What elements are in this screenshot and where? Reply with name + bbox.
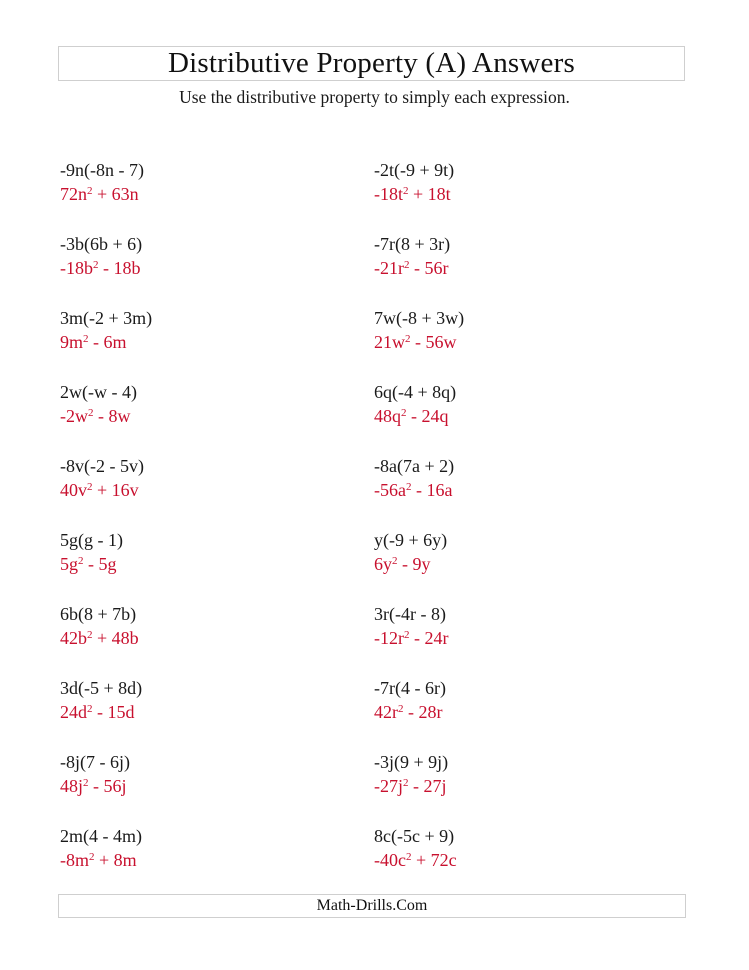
problem-expression: 8c(-5c + 9) <box>374 826 455 846</box>
answer-exponent: 2 <box>404 259 410 271</box>
problem-item <box>374 233 450 279</box>
answer-term-1: -40c <box>374 850 406 870</box>
answer-term-2: - 18b <box>98 258 141 278</box>
problem-answer <box>60 849 142 871</box>
answer-term-1: -2w <box>60 406 88 426</box>
answer-exponent: 2 <box>403 777 409 789</box>
answer-term-1: 6y <box>374 554 392 574</box>
answer-exponent: 2 <box>88 407 94 419</box>
problem-answer <box>60 701 142 723</box>
problem-expression: y(-9 + 6y) <box>374 530 448 550</box>
answer-exponent: 2 <box>398 703 404 715</box>
problem-item <box>60 603 139 649</box>
answer-term-1: 5g <box>60 554 78 574</box>
answer-term-2: - 27j <box>408 776 447 796</box>
problem-item <box>374 159 454 205</box>
answer-exponent: 2 <box>392 555 398 567</box>
answer-exponent: 2 <box>83 777 89 789</box>
problem-answer <box>374 331 464 353</box>
problem-expression: 7w(-8 + 3w) <box>374 308 465 328</box>
problem-answer <box>60 257 142 279</box>
answer-term-1: -18t <box>374 184 403 204</box>
answer-term-1: -12r <box>374 628 404 648</box>
answer-term-2: + 8m <box>94 850 137 870</box>
answer-term-2: - 9y <box>397 554 431 574</box>
problem-item <box>60 455 144 501</box>
answer-term-2: - 6m <box>88 332 127 352</box>
answer-term-1: 48q <box>374 406 401 426</box>
answer-term-1: 40v <box>60 480 87 500</box>
problem-answer <box>374 849 457 871</box>
answer-term-2: + 63n <box>92 184 139 204</box>
answer-term-1: 42b <box>60 628 87 648</box>
problem-item <box>374 825 457 871</box>
answer-term-2: - 8w <box>93 406 131 426</box>
problem-expression: 6b(8 + 7b) <box>60 604 137 624</box>
answer-term-1: 9m <box>60 332 84 352</box>
answer-exponent: 2 <box>405 851 412 863</box>
answer-term-1: -27j <box>374 776 403 796</box>
answer-term-1: 24d <box>60 702 87 722</box>
problem-answer <box>60 553 123 575</box>
problem-expression: -7r(8 + 3r) <box>374 234 451 254</box>
problem-item <box>60 677 142 723</box>
problem-answer <box>60 627 139 649</box>
answer-term-2: + 18t <box>408 184 451 204</box>
answer-term-2: - 56j <box>88 776 127 796</box>
problem-item <box>374 455 454 501</box>
answer-exponent: 2 <box>401 407 407 419</box>
problem-expression: 2m(4 - 4m) <box>60 826 142 846</box>
problem-expression: 3r(-4r - 8) <box>374 604 446 624</box>
answer-term-1: -56a <box>374 480 406 500</box>
answer-term-2: - 15d <box>92 702 135 722</box>
title-box <box>58 46 685 81</box>
problem-item <box>60 751 130 797</box>
answer-exponent: 2 <box>83 333 89 345</box>
problem-expression: -9n(-8n - 7) <box>60 160 144 180</box>
problem-item <box>374 381 456 427</box>
problem-item <box>60 529 123 575</box>
answer-term-1: 72n <box>60 184 87 204</box>
problem-item <box>374 751 448 797</box>
problem-answer <box>374 701 446 723</box>
problem-item <box>374 307 464 353</box>
problem-answer <box>60 183 144 205</box>
answer-term-2: - 28r <box>403 702 443 722</box>
answer-term-2: - 56r <box>409 258 449 278</box>
answer-exponent: 2 <box>87 703 93 715</box>
answer-term-2: + 48b <box>92 628 139 648</box>
problem-expression: -2t(-9 + 9t) <box>374 160 455 180</box>
problem-expression: -7r(4 - 6r) <box>374 678 446 698</box>
problem-item <box>60 381 137 427</box>
problem-answer <box>374 775 448 797</box>
answer-exponent: 2 <box>89 851 95 863</box>
answer-term-2: - 5g <box>83 554 117 574</box>
problem-answer <box>374 183 454 205</box>
problem-expression: 2w(-w - 4) <box>60 382 137 402</box>
problem-item <box>60 159 144 205</box>
problem-item <box>374 603 449 649</box>
problem-answer <box>374 405 456 427</box>
problem-item <box>60 307 152 353</box>
problem-expression: -8j(7 - 6j) <box>60 752 130 772</box>
problem-answer <box>60 331 152 353</box>
answer-term-2: - 56w <box>410 332 457 352</box>
footer-brand: Math-Drills.Com <box>316 897 428 914</box>
answer-term-2: - 16a <box>411 480 453 500</box>
problem-item <box>374 677 446 723</box>
answer-term-1: 21w <box>374 332 405 352</box>
problem-item <box>374 529 447 575</box>
answer-exponent: 2 <box>78 555 84 567</box>
problem-answer <box>374 553 447 575</box>
problem-item <box>60 825 142 871</box>
answer-exponent: 2 <box>405 333 411 345</box>
answer-exponent: 2 <box>87 185 93 197</box>
problem-expression: -8a(7a + 2) <box>374 456 455 476</box>
problem-answer <box>374 479 454 501</box>
problem-expression: -8v(-2 - 5v) <box>60 456 144 476</box>
instructions: Use the distributive property to simply each expression. <box>179 87 570 107</box>
problem-answer <box>374 627 449 649</box>
problem-expression: -3b(6b + 6) <box>60 234 143 254</box>
answer-term-1: -21r <box>374 258 404 278</box>
problem-expression: -3j(9 + 9j) <box>374 752 449 772</box>
problem-answer <box>60 775 130 797</box>
answer-term-1: 48j <box>60 776 84 796</box>
answer-term-2: + 72c <box>411 850 457 870</box>
problem-expression: 3d(-5 + 8d) <box>60 678 143 698</box>
answer-term-2: - 24q <box>406 406 449 426</box>
answer-exponent: 2 <box>87 481 93 493</box>
problem-answer <box>374 257 450 279</box>
footer-box <box>58 894 686 918</box>
page-title: Distributive Property (A) Answers <box>168 47 575 79</box>
problem-expression: 6q(-4 + 8q) <box>374 382 457 402</box>
answer-term-1: -18b <box>60 258 93 278</box>
answer-exponent: 2 <box>93 259 99 271</box>
problem-item <box>60 233 142 279</box>
problem-answer <box>60 405 137 427</box>
answer-term-2: + 16v <box>92 480 139 500</box>
answer-term-1: 42r <box>374 702 398 722</box>
answer-exponent: 2 <box>87 629 93 641</box>
answer-exponent: 2 <box>403 185 409 197</box>
answer-exponent: 2 <box>405 481 412 493</box>
problem-expression: 5g(g - 1) <box>60 530 123 550</box>
answer-term-2: - 24r <box>409 628 449 648</box>
answer-exponent: 2 <box>404 629 410 641</box>
answer-term-1: -8m <box>60 850 89 870</box>
problem-answer <box>60 479 144 501</box>
problem-expression: 3m(-2 + 3m) <box>60 308 153 328</box>
